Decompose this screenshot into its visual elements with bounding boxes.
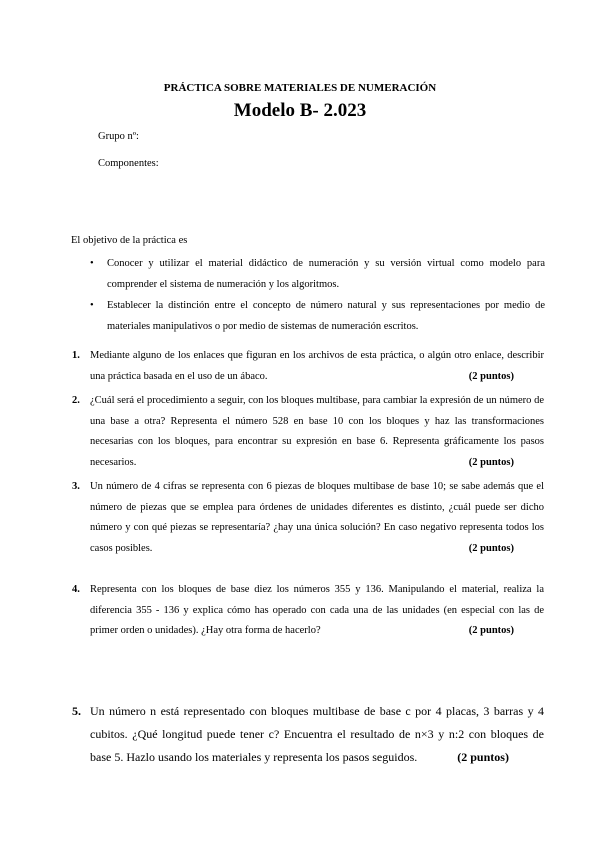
question-text: Un número n está representado con bloques multibase de base c por 4 placas, 3 barras y 4 cubitos. ¿Qué longitud puede tener c? Encuentra el resultado de n×3 y n:2 con bloques de base 5. Hazlo usando los materiales y representa los pasos seguidos. xyxy=(90,704,544,764)
group-label: Grupo nº: xyxy=(98,131,139,142)
question-2 xyxy=(72,391,544,473)
question-number: 5. xyxy=(72,704,81,718)
objectives-list xyxy=(90,253,545,337)
components-label: Componentes: xyxy=(98,158,159,169)
objective-intro: El objetivo de la práctica es xyxy=(71,235,188,246)
question-number: 4. xyxy=(72,584,80,595)
question-points: (2 puntos) xyxy=(468,456,514,468)
objective-item: • Conocer y utilizar el material didáctico de numeración y su versión virtual como modelo para comprender el sistema de numeración y los algoritmos. xyxy=(90,253,545,295)
objective-item: • Establecer la distinción entre el concepto de número natural y sus representaciones por medio de materiales manipulativos o por medio de sistemas de numeración escritos. xyxy=(90,295,545,337)
question-text: Un número de 4 cifras se representa con 6 piezas de bloques multibase de base 10; se sabe además que el número de piezas que se emplea para órdenes de unidades diferentes es distinto, ¿cuál puede ser dicho número y con qué piezas se representaría? ¿hay una única solución? En caso negativo representa todos los casos posibles. xyxy=(90,481,544,554)
question-points: (2 puntos) xyxy=(468,370,514,382)
question-number: 1. xyxy=(72,350,80,361)
question-4 xyxy=(72,580,544,642)
question-points: (2 puntos) xyxy=(468,542,514,554)
document-title: PRÁCTICA SOBRE MATERIALES DE NUMERACIÓN xyxy=(163,82,437,94)
question-text: ¿Cuál será el procedimiento a seguir, con los bloques multibase, para cambiar la expresión de un número de una base a otra? Representa el número 528 en base 10 con los bloques y haz las transformaciones necesarias con los bloques, para encontrar su expresión en base 6. Representa gráficamente los pasos necesarios. xyxy=(90,395,544,468)
question-text: Mediante alguno de los enlaces que figuran en los archivos de esta práctica, o algún otro enlace, describir una práctica basada en el uso de un ábaco. xyxy=(90,350,544,382)
question-1 xyxy=(72,346,544,387)
question-text: Representa con los bloques de base diez los números 355 y 136. Manipulando el material, realiza la diferencia 355 - 136 y explica cómo has operado con cada una de las unidades (en especial con las de primer orden o unidades). ¿Hay otra forma de hacerlo? xyxy=(90,584,544,636)
question-number: 3. xyxy=(72,481,80,492)
question-5 xyxy=(72,700,544,769)
document-subtitle: Modelo B- 2.023 xyxy=(233,100,367,121)
question-points: (2 puntos) xyxy=(457,750,509,764)
question-number: 2. xyxy=(72,395,80,406)
question-3 xyxy=(72,477,544,559)
question-points: (2 puntos) xyxy=(468,625,514,636)
